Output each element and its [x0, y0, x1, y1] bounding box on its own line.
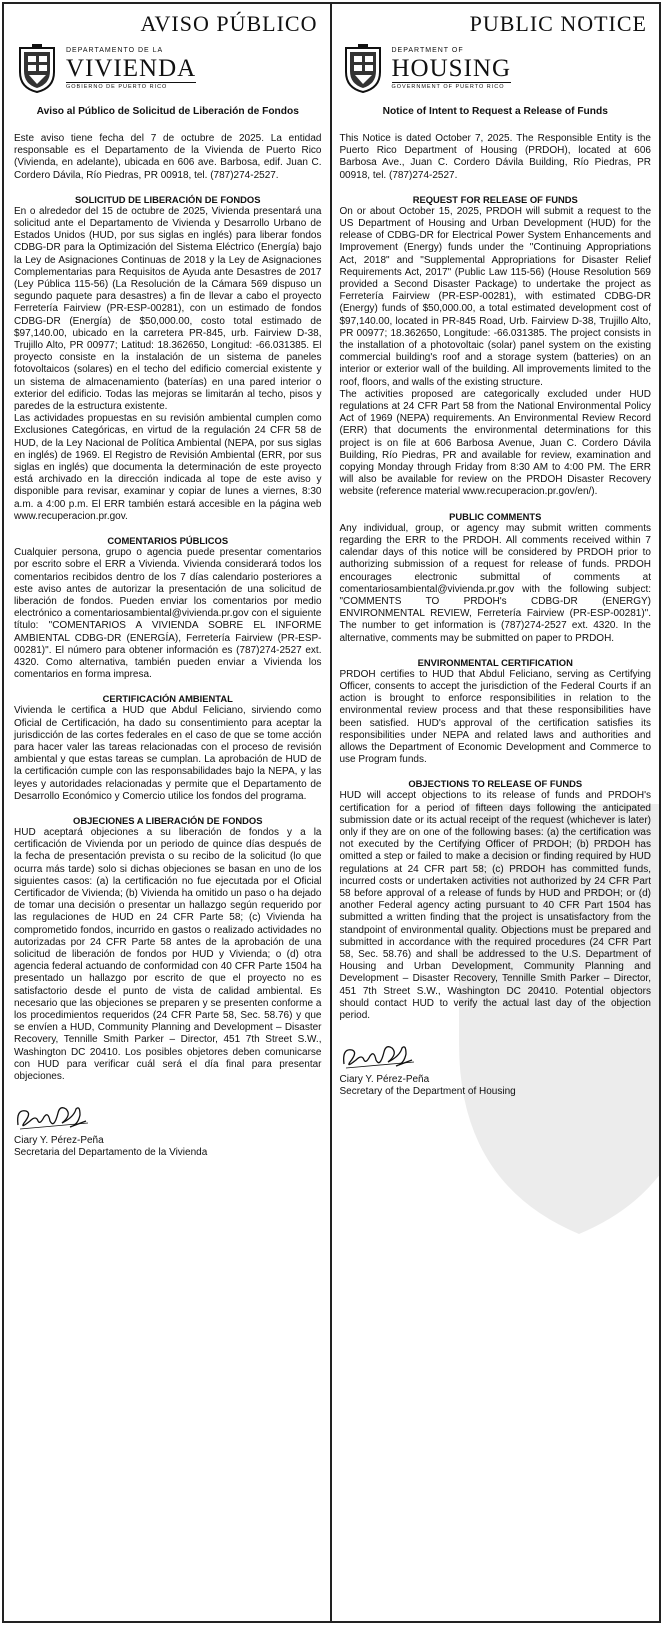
english-banner: PUBLIC NOTICE: [469, 11, 647, 36]
spanish-paragraph: En o alrededor del 15 de octubre de 2025, Vivienda presentará una solicitud ante el Departamento de Vivienda y Desarrollo Urbano de Estados Unidos (HUD, por sus siglas en inglés) para liberar fondos CDBG-DR para la Optimización del Sistema Eléctrico (Energía) bajo la Ley de Asignaciones Continuas de 2018 y la Ley de Asignaciones Complementarias para Requisitos de Ayuda ante Desastres de 2017 (Ley Pública 115-56) (La Resolución de la Cámara 569 dispuso un segundo paquete para desastres) a fin de llevar a cabo el proyecto Ferretería Fairview (PR-ESP-00281), con un estimado de fondos CDBG-DR (Energía) de $50,000.00, costo total estimado de $97,140.00, ubicado en la carretera PR-845, urb. Fairview D-38, Trujillo Alto, PR 00977; Latitud: 18.362650, Longitud: -66.031385. El proyecto consiste en la instalación de un sistema de paneles fotovoltaicos (solares) en el techo del edificio comercial existente y un sistema de almacenamiento (baterías) en una pared interior o exterior del edificio. Todas las mejoras se limitarán al techo, pisos y paredes de la estructura existente.: [14, 205, 322, 413]
spanish-paragraph: Cualquier persona, grupo o agencia puede presentar comentarios por escrito sobre el ERR a Vivienda. Vivienda considerará todos los comentarios recibidos dentro de los 7 días calendario posteriores a este aviso antes de autorizar la presentación de una solicitud de liberación de fondos. Pueden enviar los comentarios por medio electrónico a comentariosambiental@vivienda.pr.gov con el siguiente título: "COMENTARIOS A VIVIENDA SOBRE EL INFORME AMBIENTAL CDBG-DR (ENERGÍA), Ferretería Fairview (PR-ESP-00281)". El número para obtener información es (787)274-2527 ext. 4320. Como alternativa, también pueden enviar a Vivienda los comentarios en forma impresa.: [14, 547, 322, 681]
spanish-paragraph: Las actividades propuestas en su revisión ambiental cumplen como Exclusiones Categóricas, en virtud de la regulación 24 CFR 58 de HUD, de la Ley Nacional de Política Ambiental (NEPA, por sus siglas en inglés) de 1969. El Registro de Revisión Ambiental (ERR, por sus siglas en inglés) que documenta la determinación de este proyecto está archivado en la dirección indicada al tope de este aviso y disponible para revisar, examinar y copiar de lunes a viernes, 8:30 a.m. a 4:00 p.m. El ERR también estará accesible en la página web www.recuperacion.pr.gov.: [14, 413, 322, 522]
spanish-banner: AVISO PÚBLICO: [140, 11, 318, 36]
english-paragraph: The activities proposed are categorically excluded under HUD regulations at 24 CFR Part 58 from the National Environmental Policy Act of 1969 (NEPA) requirements. An Environmental Review Record (ERR) that documents the environmental determinations for this project is on file at 606 Barbosa Avenue, Juan C. Cordero Dávila Building, Río Piedras, PR and available for review, examination and copying Monday through Friday from 8:30 AM to 4:00 PM. The ERR will also be available for review on the PRDOH Disaster Recovery website (reference material www.recuperacion.pr.gov/en/).: [339, 388, 651, 498]
spanish-signature-block: [14, 1099, 322, 1159]
agency-government-label: GOVERNMENT OF PUERTO RICO: [391, 84, 505, 90]
spanish-paragraph: HUD aceptará objeciones a su liberación de fondos y a la certificación de Vivienda por un periodo de quince días después de la fecha de presentación prevista o su recibo de la solicitud (lo que ocurra más tarde) solo si dichas objeciones se basan en uno de los siguientes casos: (a) la certificación no fue ejecutada por el Oficial Certificador de Vivienda; (b) Vivienda ha omitido un paso o ha dejado de tomar una decisión o presentar un hallazgo según requerido por las regulaciones de HUD en 24 CFR Parte 58; (c) Vivienda ha comprometido fondos, incurrido en gastos o realizado actividades no autorizadas por 24 CFR Parte 58 antes de la aprobación de una solicitud de liberación de fondos por HUD y Vivienda; o (d) otra agencia federal actuando de conformidad con 40 CFR Parte 1504 ha presentado un hallazgo por escrito de que el proyecto no es satisfactorio desde el punto de vista de calidad ambiental. Es necesario que las objeciones se preparen y se presenten conforme a los procedimientos requeridos (24 CFR Parte 58, Sec. 58.76) y que se envíen a HUD, Community Planning and Development – Disaster Recovery, Tennille Smith Parker – Director, 451 7th Street S.W., Washington DC 20410. Los posibles objetores deben comunicarse con HUD para verificar cuál será el día final para presentar objeciones.: [14, 826, 322, 1083]
housing-logo: [340, 40, 652, 98]
handwritten-signature: [14, 1099, 94, 1135]
english-signature-block: [340, 1038, 652, 1098]
english-paragraph: HUD will accept objections to its release of funds and PRDOH's certification for a period of fifteen days following the anticipated submission date or its actual receipt of the request (whichever is later) only if they are on one of the following bases: (a) the certification was not executed by the Certifying Officer of PRDOH; (b) PRDOH has omitted a step or failed to make a decision or finding required by HUD regulations at 24 CFR part 58; (c) PRDOH has committed funds, incurred costs or undertaken activities not authorized by 24 CFR Part 58 before approval of a release of funds by HUD and PRDOH; or (d) another Federal agency acting pursuant to 40 CFR Part 1504 has submitted a written finding that the project is unsatisfactory from the standpoint of environmental quality. Objections must be prepared and submitted in accordance with the required procedures (24 CFR Part 58, Sec. 58.76) and shall be addressed to the U.S. Department of Housing and Urban Development, Community Planning and Development – Disaster Recovery, Tennille Smith Parker – Director, 451 7th Street S.W., Washington DC 20410. Potential objectors should contact HUD to verify the actual last day of the objection period.: [339, 790, 651, 1021]
english-paragraph: PRDOH certifies to HUD that Abdul Feliciano, serving as Certifying Officer, consents to accept the jurisdiction of the Federal Courts if an action is brought to enforce responsibilities in relation to the environmental review process and that these responsibilities have been satisfied. HUD's approval of the certification satisfies its responsibilities under NEPA and related laws and authorities and allows the Department of Economic Development and Commerce to use Program funds.: [339, 668, 651, 766]
english-heading-objections: OBJECTIONS TO RELEASE OF FUNDS: [408, 778, 583, 790]
signer-title: Secretaria del Departamento de la Vivienda: [14, 1147, 208, 1159]
spanish-heading-objections: OBJECIONES A LIBERACIÓN DE FONDOS: [73, 814, 263, 826]
spanish-notice-title: Aviso al Público de Solicitud de Liberación de Fondos: [36, 106, 299, 117]
english-intro: This Notice is dated October 7, 2025. The Responsible Entity is the Puerto Rico Department of Housing (PRDOH), located at 606 Barbosa Ave., Juan C. Cordero Dávila Building, Río Piedras, PR 00918, tel. (787)274-2527.: [339, 133, 651, 181]
agency-name: HOUSING: [391, 55, 511, 82]
spanish-heading-release: SOLICITUD DE LIBERACIÓN DE FONDOS: [75, 193, 261, 205]
english-notice-title: Notice of Intent to Request a Release of Funds: [382, 106, 608, 117]
english-heading-release: REQUEST FOR RELEASE OF FUNDS: [412, 193, 578, 205]
signer-name: Ciary Y. Pérez-Peña: [14, 1135, 104, 1147]
puerto-rico-seal-icon: [340, 44, 386, 94]
public-notice-page: [2, 2, 661, 1623]
signer-name: Ciary Y. Pérez-Peña: [339, 1074, 430, 1086]
spanish-intro: Este aviso tiene fecha del 7 de octubre de 2025. La entidad responsable es el Departamento de la Vivienda de Puerto Rico (Vivienda, en adelante), ubicada en 606 ave. Barbosa, edif. Juan C. Cordero Dávila, Río Piedras, PR 00918, tel. (787)274-2527.: [14, 133, 322, 181]
agency-department-label: DEPARTMENT OF: [391, 47, 464, 54]
spanish-paragraph: Vivienda le certifica a HUD que Abdul Feliciano, sirviendo como Oficial de Certificación, ha dado su consentimiento para aceptar la jurisdicción de las cortes federales en el caso de que se tome acción para hacer valer las tareas relacionadas con el proceso de revisión ambiental y que estas tareas se cumplan. La aprobación de HUD de la certificación cumple con las responsabilidades bajo la NEPA, y las leyes y autoridades relacionadas y permite que el Departamento de Desarrollo Económico y Comercio utilice los fondos del programa.: [14, 705, 322, 802]
handwritten-signature: [340, 1038, 420, 1074]
spanish-heading-certification: CERTIFICACIÓN AMBIENTAL: [102, 693, 233, 705]
puerto-rico-seal-icon: [14, 44, 60, 94]
spanish-column: [4, 4, 332, 1621]
signer-title: Secretary of the Department of Housing: [339, 1086, 516, 1098]
spanish-heading-comments: COMENTARIOS PÚBLICOS: [107, 535, 229, 547]
agency-name: VIVIENDA: [66, 55, 197, 82]
agency-government-label: GOBIERNO DE PUERTO RICO: [66, 84, 168, 90]
vivienda-logo: [14, 40, 322, 98]
english-paragraph: On or about October 15, 2025, PRDOH will submit a request to the US Department of Housing and Urban Development (HUD) for the release of CDBG-DR for Electrical Power System Enhancements and Improvement (Energy) funds under the "Continuing Appropriations Act, 2018" and "Supplemental Appropriations for Disaster Relief Requirements Act, 2017" (Public Law 115-56) (House Resolution 569 provided a Second Disaster Package) to undertake the project as Ferretería Fairview (PR-ESP-00281), with estimated CDBG-DR (Energy) funds of $50,000.00, a total estimated development cost of $97,140.00, located in PR-845 Road, Urb. Fairview D-38, Trujillo Alto, PR 00977; 18.362650, Longitude: -66.031385. The project consists in the installation of a photovoltaic (solar) panel system on the existing commercial building's roof and a storage system (batteries) on an interior or exterior wall of the building. All improvements limited to the roof, floors, and walls of the existing structure.: [339, 205, 651, 388]
english-paragraph: Any individual, group, or agency may submit written comments regarding the ERR to the PRDOH. All comments received within 7 calendar days of this notice will be considered by PRDOH prior to authorizing submission of a request for release of funds. PRDOH encourages electronic submittal of comments at comentariosambiental@vivienda.pr.gov with the following subject: "COMMENTS TO PRDOH's CDBG-DR (ENERGY) ENVIRONMENTAL REVIEW, Ferretería Fairview (PR-ESP-00281)". The number to get information is (787)274-2527 ext. 4320. In the alternative, comments may be submitted on paper to PRDOH.: [339, 522, 651, 644]
english-column: [332, 4, 660, 1621]
english-heading-comments: PUBLIC COMMENTS: [449, 510, 542, 522]
english-heading-certification: ENVIRONMENTAL CERTIFICATION: [417, 656, 573, 668]
agency-department-label: DEPARTAMENTO DE LA: [66, 47, 164, 54]
